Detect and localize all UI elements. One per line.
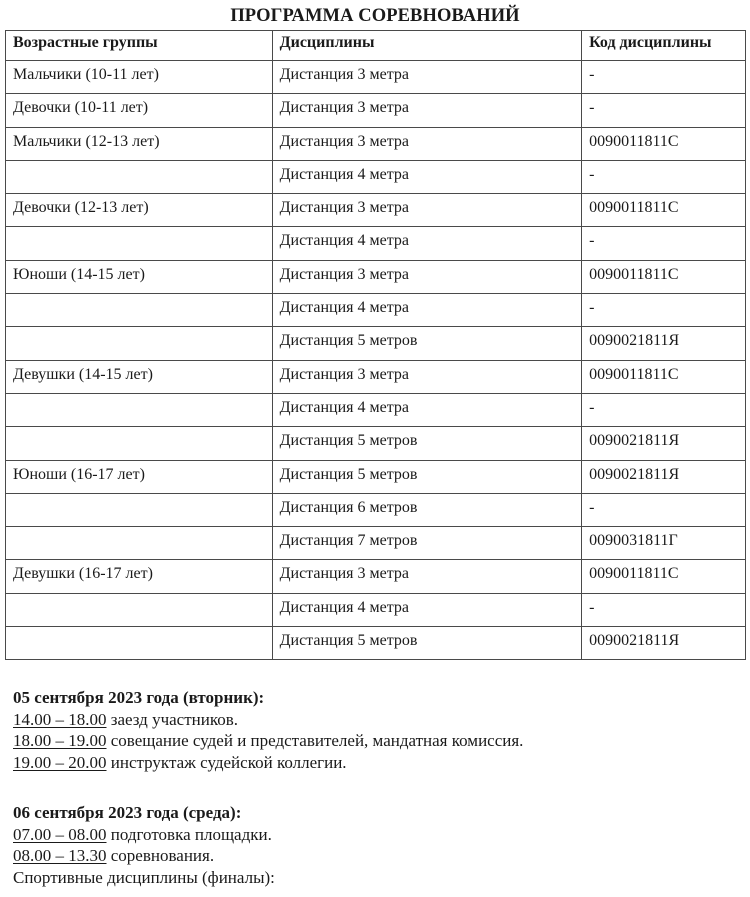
discipline-cell: Дистанция 3 метра (272, 360, 582, 393)
discipline-code-cell: - (582, 593, 746, 626)
discipline-code-cell: - (582, 294, 746, 327)
table-row (6, 61, 746, 94)
day-title: 06 сентября 2023 года (среда): (13, 803, 242, 822)
discipline-code-cell: 0090021811Я (582, 327, 746, 360)
discipline-code-cell: - (582, 61, 746, 94)
discipline-code-cell: 0090011811С (582, 194, 746, 227)
table-row (6, 260, 746, 293)
discipline-cell: Дистанция 5 метров (272, 427, 582, 460)
table-row (6, 127, 746, 160)
table-row (6, 627, 746, 660)
discipline-cell: Дистанция 5 метров (272, 627, 582, 660)
discipline-cell: Дистанция 3 метра (272, 94, 582, 127)
schedule-item (13, 824, 275, 846)
table-row (6, 294, 746, 327)
event-text: инструктаж судейской коллегии. (106, 752, 347, 772)
age-group-cell (6, 527, 273, 560)
discipline-code-cell: 0090011811С (582, 560, 746, 593)
discipline-cell: Дистанция 3 метра (272, 560, 582, 593)
discipline-cell: Дистанция 3 метра (272, 61, 582, 94)
age-group-cell (6, 227, 273, 260)
time-range: 07.00 – 08.00 (13, 824, 107, 844)
event-text: соревнования. (106, 846, 215, 865)
competition-program-table (5, 30, 746, 660)
schedule-item (13, 845, 275, 867)
schedule-item (13, 730, 523, 752)
age-group-cell (6, 327, 273, 360)
age-group-cell (6, 627, 273, 660)
table-row (6, 194, 746, 227)
header-disciplines: Дисциплины (272, 31, 582, 61)
table-row (6, 460, 746, 493)
discipline-code-cell: - (582, 393, 746, 426)
age-group-cell (6, 393, 273, 426)
discipline-code-cell: - (582, 493, 746, 526)
age-group-cell: Юноши (14-15 лет) (6, 260, 273, 293)
table-row (6, 227, 746, 260)
age-group-cell: Девочки (12-13 лет) (6, 194, 273, 227)
table-row (6, 160, 746, 193)
age-group-cell: Мальчики (12-13 лет) (6, 127, 273, 160)
discipline-code-cell: 0090021811Я (582, 627, 746, 660)
table-row (6, 393, 746, 426)
discipline-code-cell: - (582, 160, 746, 193)
schedule-note: Спортивные дисциплины (финалы): (13, 867, 275, 887)
age-group-cell (6, 593, 273, 626)
table-row (6, 593, 746, 626)
discipline-code-cell: 0090021811Я (582, 460, 746, 493)
age-group-cell: Мальчики (10-11 лет) (6, 61, 273, 94)
page-title: ПРОГРАММА СОРЕВНОВАНИЙ (230, 6, 520, 26)
table-row (6, 560, 746, 593)
discipline-cell: Дистанция 7 метров (272, 527, 582, 560)
discipline-code-cell: - (582, 227, 746, 260)
table-row (6, 360, 746, 393)
event-text: заезд участников. (106, 709, 239, 729)
discipline-code-cell: 0090011811С (582, 360, 746, 393)
header-age-groups: Возрастные группы (6, 31, 273, 61)
table-row (6, 527, 746, 560)
discipline-code-cell: 0090011811С (582, 127, 746, 160)
discipline-cell: Дистанция 4 метра (272, 160, 582, 193)
table-row (6, 493, 746, 526)
discipline-cell: Дистанция 3 метра (272, 260, 582, 293)
day-title: 05 сентября 2023 года (вторник): (13, 688, 265, 707)
discipline-cell: Дистанция 5 метров (272, 460, 582, 493)
discipline-cell: Дистанция 4 метра (272, 393, 582, 426)
age-group-cell: Девушки (16-17 лет) (6, 560, 273, 593)
age-group-cell (6, 294, 273, 327)
age-group-cell: Девушки (14-15 лет) (6, 360, 273, 393)
time-range: 08.00 – 13.30 (13, 846, 107, 865)
discipline-cell: Дистанция 6 метров (272, 493, 582, 526)
age-group-cell (6, 493, 273, 526)
schedule-item (13, 709, 523, 731)
table-header-row (6, 31, 746, 61)
table-row (6, 327, 746, 360)
table-row (6, 427, 746, 460)
discipline-code-cell: 0090011811С (582, 260, 746, 293)
discipline-cell: Дистанция 3 метра (272, 127, 582, 160)
discipline-code-cell: - (582, 94, 746, 127)
discipline-cell: Дистанция 4 метра (272, 227, 582, 260)
header-discipline-code: Код дисциплины (582, 31, 746, 61)
discipline-cell: Дистанция 4 метра (272, 294, 582, 327)
discipline-code-cell: 0090031811Г (582, 527, 746, 560)
discipline-code-cell: 0090021811Я (582, 427, 746, 460)
time-range: 18.00 – 19.00 (13, 731, 107, 750)
time-range: 19.00 – 20.00 (13, 752, 107, 772)
table-row (6, 94, 746, 127)
time-range: 14.00 – 18.00 (13, 709, 107, 729)
schedule-item (13, 752, 523, 774)
age-group-cell: Юноши (16-17 лет) (6, 460, 273, 493)
age-group-cell (6, 427, 273, 460)
event-text: совещание судей и представителей, мандатная комиссия. (106, 731, 524, 750)
schedule-day-1 (13, 687, 523, 773)
age-group-cell: Девочки (10-11 лет) (6, 94, 273, 127)
age-group-cell (6, 160, 273, 193)
discipline-cell: Дистанция 3 метра (272, 194, 582, 227)
event-text: подготовка площадки. (106, 824, 272, 844)
discipline-cell: Дистанция 4 метра (272, 593, 582, 626)
schedule-day-2 (13, 802, 275, 888)
discipline-cell: Дистанция 5 метров (272, 327, 582, 360)
